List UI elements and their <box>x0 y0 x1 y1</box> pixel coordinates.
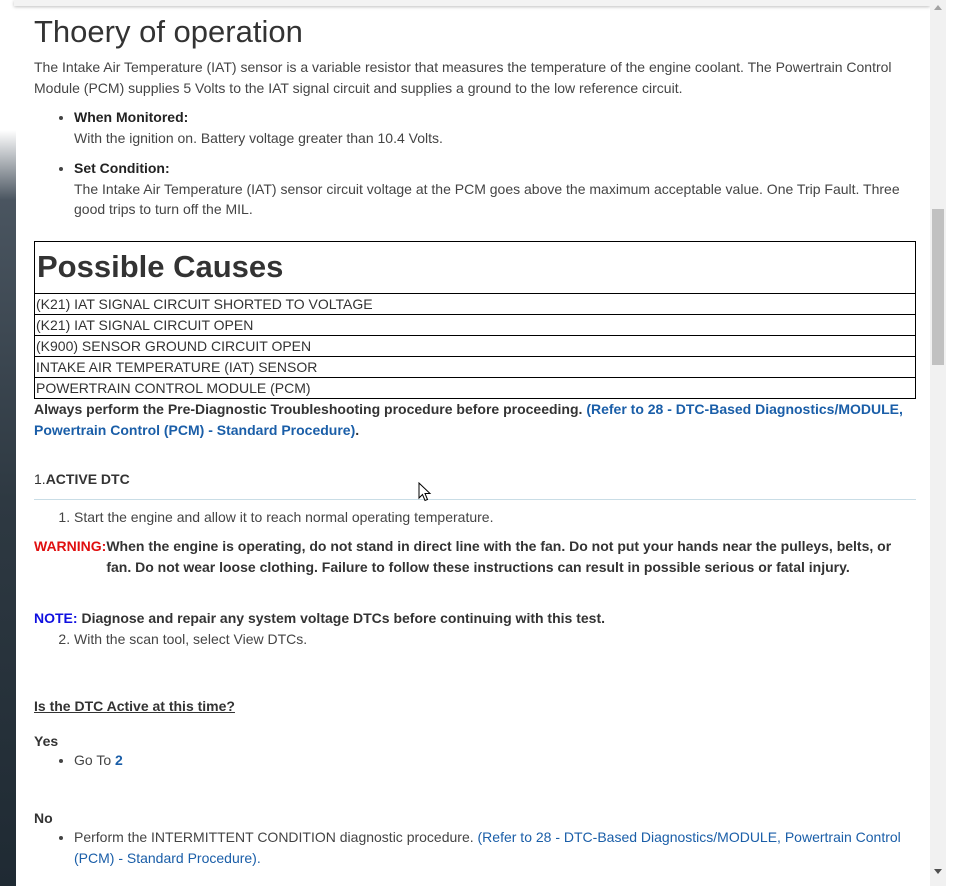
monitor-list <box>34 107 916 220</box>
step-list <box>34 629 916 649</box>
warning-text: When the engine is operating, do not stand in direct line with the fan. Do not put your hands near the pulleys, belts, or fan. Do not wear loose clothing. Failure to follow these instructions can result in possible serious or fatal injury. <box>106 537 892 575</box>
note-label: NOTE: <box>34 609 78 626</box>
document-page <box>16 6 930 886</box>
set-condition-label: Set Condition: <box>74 160 170 176</box>
no-label: No <box>34 810 53 826</box>
warning-label: WARNING: <box>34 537 107 554</box>
step-heading <box>34 471 916 500</box>
goto-step-link[interactable]: 2 <box>115 751 123 768</box>
table-row: POWERTRAIN CONTROL MODULE (PCM) <box>35 377 916 398</box>
table-row: INTAKE AIR TEMPERATURE (IAT) SENSOR <box>35 356 916 377</box>
table-row: (K21) IAT SIGNAL CIRCUIT OPEN <box>35 314 916 335</box>
no-options <box>34 827 916 868</box>
list-item <box>74 827 916 868</box>
step-list <box>34 507 916 527</box>
step-title: ACTIVE DTC <box>45 470 130 487</box>
document-content <box>34 6 916 868</box>
possible-causes-heading: Possible Causes <box>35 241 916 293</box>
no-text: Perform the INTERMITTENT CONDITION diagnostic procedure. <box>74 829 478 845</box>
table-row: (K21) IAT SIGNAL CIRCUIT SHORTED TO VOLTAGE <box>35 293 916 314</box>
possible-causes-table <box>34 241 916 399</box>
when-monitored-label: When Monitored: <box>74 109 189 125</box>
scroll-up-arrow-icon[interactable] <box>934 5 942 10</box>
table-row: (K900) SENSOR GROUND CIRCUIT OPEN <box>35 335 916 356</box>
list-item <box>74 750 916 771</box>
scrollbar-thumb[interactable] <box>932 209 944 365</box>
list-item: 2. With the scan tool, select View DTCs. <box>74 629 916 649</box>
pre-diagnostic-note <box>34 399 916 441</box>
warning-block <box>34 536 916 578</box>
mouse-cursor-icon <box>418 482 432 507</box>
step-number: 1. <box>34 470 46 487</box>
list-item <box>74 107 916 148</box>
note-block <box>34 608 916 629</box>
scroll-down-arrow-icon[interactable] <box>934 869 942 874</box>
pre-diagnostic-link[interactable]: (Refer to 28 - DTC-Based Diagnostics/MODULE, Powertrain Control (PCM) - Standard Procedure) <box>34 400 903 438</box>
pre-diagnostic-text: Always perform the Pre-Diagnostic Troubleshooting procedure before proceeding. <box>34 400 583 417</box>
list-item <box>74 158 916 220</box>
when-monitored-text: With the ignition on. Battery voltage greater than 10.4 Volts. <box>74 129 443 146</box>
yes-prefix: Go To <box>74 751 115 768</box>
set-condition-text: The Intake Air Temperature (IAT) sensor circuit voltage at the PCM goes above the maximum acceptable value. One Trip Fault. Three good trips to turn off the MIL. <box>74 180 900 217</box>
yes-options <box>34 750 916 771</box>
intermittent-procedure-link[interactable]: (Refer to 28 - DTC-Based Diagnostics/MODULE, Powertrain Control (PCM) - Standard Procedure). <box>74 829 901 866</box>
pre-diagnostic-end: . <box>355 421 360 438</box>
question-heading: Is the DTC Active at this time? <box>34 697 235 714</box>
yes-label: Yes <box>34 732 59 749</box>
window-edge <box>946 0 956 886</box>
note-text: Diagnose and repair any system voltage DTCs before continuing with this test. <box>77 609 605 626</box>
vertical-scrollbar[interactable] <box>930 0 946 886</box>
intro-paragraph: The Intake Air Temperature (IAT) sensor is a variable resistor that measures the temperature of the engine coolant. The Powertrain Control Module (PCM) supplies 5 Volts to the IAT signal circuit and supplies a ground to the low reference circuit. <box>34 59 892 96</box>
top-toolbar-edge <box>14 0 930 6</box>
list-item: 1. Start the engine and allow it to reach normal operating temperature. <box>74 507 916 527</box>
page-title: Thoery of operation <box>34 14 303 49</box>
desktop-background <box>0 0 16 886</box>
